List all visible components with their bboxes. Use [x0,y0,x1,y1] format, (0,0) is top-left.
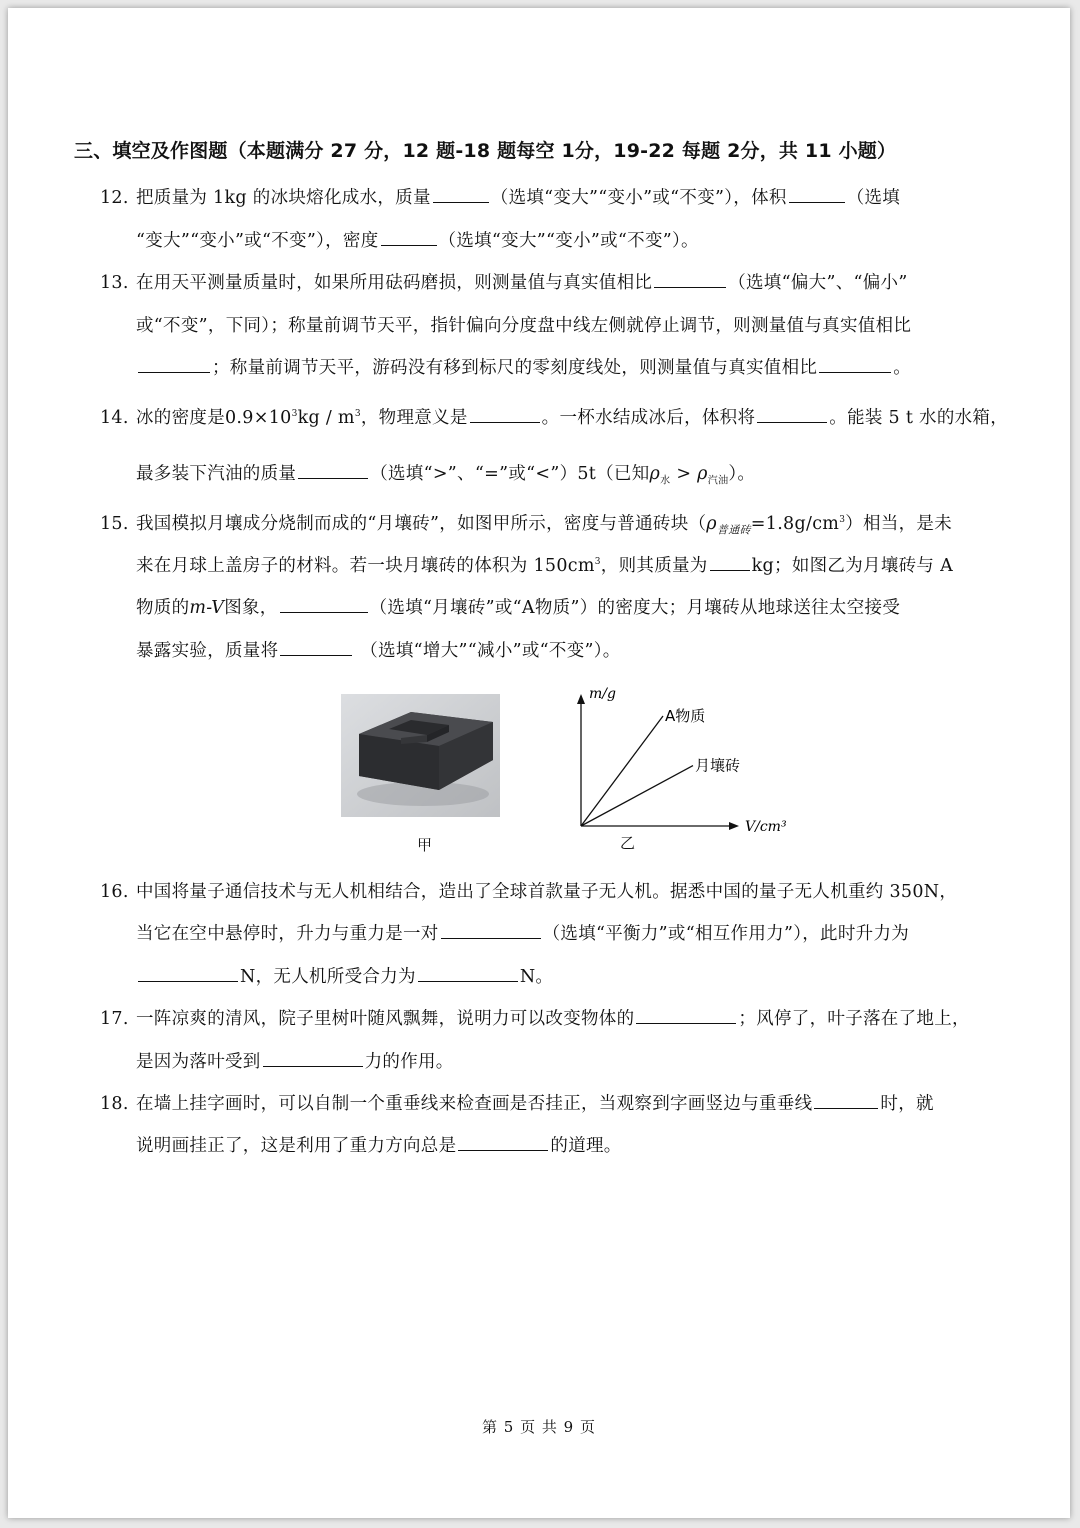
rho-symbol: ρ [697,464,708,484]
q15-blank-2[interactable] [280,611,368,613]
rho-water-subscript: 水 [660,475,671,487]
q14-text: 冰的密度是 [136,408,225,428]
q12-line-1 [100,184,900,209]
q14-text: 。能装 5 t 水的水箱， [829,408,1009,428]
ice-density-value: $0.9\times 10^3kg / m^3$ [225,408,361,428]
x-axis-arrow [729,822,739,830]
q13-text: 在用天平测量质量时，如果所用砝码磨损，则测量值与真实值相比 [136,273,653,293]
q17-line-2 [136,1048,454,1073]
q12-line-2 [136,227,699,252]
q14-text: （选填“>”、“=”或“<”）5t（已知 [370,464,650,484]
q18-number: 18. [100,1094,129,1114]
q17-text: 一阵凉爽的清风，院子里树叶随风飘舞，说明力可以改变物体的 [136,1009,635,1029]
q12-number: 12. [100,188,129,208]
q12-text: “变大”“变小”或“不变”），密度 [136,231,379,251]
q16-text: N，无人机所受合力为 [240,967,416,987]
figure-caption-yi: 乙 [620,834,636,852]
q18-line-1 [100,1090,934,1115]
y-axis-arrow [577,694,585,704]
lunar-brick-photo [341,694,500,817]
rho-symbol: ρ [649,464,661,484]
q13-blank-2[interactable] [138,371,210,373]
q12-text: （选填“变大”“变小”或“不变”），体积 [490,188,787,208]
q15-text: ）相当，是未 [845,514,953,534]
q15-blank-1[interactable] [710,569,750,571]
exam-page [8,8,1070,1518]
x-axis-label: V/cm³ [745,819,787,835]
series-line-0 [581,716,663,826]
q15-text: 物质的 [136,598,190,618]
q17-text: 是因为落叶受到 [136,1052,261,1072]
q18-text: 的道理。 [550,1136,622,1156]
q16-text: N。 [519,967,554,987]
q17-number: 17. [100,1009,129,1029]
series-line-1 [581,766,693,826]
q14-text: 最多装下汽油的质量 [136,464,297,484]
q13-line-3 [136,354,911,379]
q15-line-1 [100,510,952,538]
q15-text: （选填“增大”“减小”或“不变”）。 [360,641,621,661]
q12-blank-2[interactable] [789,201,845,203]
q15-number: 15. [100,514,129,534]
q17-line-1 [100,1005,970,1030]
q16-line-2 [136,920,909,945]
q14-text: ）。 [728,464,756,484]
q16-text: （选填“平衡力”或“相互作用力”），此时升力为 [542,924,910,944]
q15-text: 暴露实验，质量将 [136,641,279,661]
q17-text: 力的作用。 [364,1052,454,1072]
q14-text: ，物理意义是 [360,408,468,428]
series-label-1: 月壤砖 [695,756,741,775]
q14-line-2 [136,460,755,487]
q16-blank-2[interactable] [138,980,238,982]
q12-blank-1[interactable] [433,201,489,203]
q14-blank-1[interactable] [470,421,540,423]
q16-text: 中国将量子通信技术与无人机相结合，造出了全球首款量子无人机。据悉中国的量子无人机重约 350N， [136,882,958,902]
figure-caption-jia: 甲 [417,836,433,854]
q15-line-4 [136,637,621,662]
page-footer: 第 5 页 共 9 页 [482,1418,596,1436]
q14-number: 14. [100,408,129,428]
q16-number: 16. [100,882,129,902]
q12-text: （选填“变大”“变小”或“不变”）。 [438,231,699,251]
q13-text: （选填“偏大”、“偏小” [728,273,908,293]
q15-blank-3[interactable] [280,654,352,656]
q18-blank-2[interactable] [458,1149,548,1151]
ordinary-brick-density: $\rho_{普通砖}=1.8g/cm^3$ [706,514,846,537]
q14-blank-3[interactable] [298,477,368,479]
mv-chart [553,676,803,836]
q18-line-2 [136,1132,622,1157]
q15-text: 图象， [224,598,278,618]
section-title: 三、填空及作图题（本题满分 27 分，12 题-18 题每空 1分，19-22 每题 2分，共 11 小题） [74,140,897,162]
q15-line-2 [136,552,953,577]
q17-blank-1[interactable] [636,1022,736,1024]
q16-line-1 [100,878,957,903]
q18-text: 时，就 [880,1094,934,1114]
q17-text: ；风停了，叶子落在了地上， [738,1009,970,1029]
q15-text: ，则其质量为 [600,556,708,576]
q12-text: 把质量为 1kg 的冰块熔化成水，质量 [136,188,431,208]
q13-blank-1[interactable] [654,286,726,288]
q12-text: （选填 [846,188,901,208]
q18-text: 说明画挂正了，这是利用了重力方向总是 [136,1136,457,1156]
series-label-0: A物质 [665,707,706,725]
q15-text: kg；如图乙为月壤砖与 A [751,556,954,576]
q14-line-1 [100,404,1008,429]
q16-blank-3[interactable] [418,980,518,982]
q13-number: 13. [100,273,129,293]
q13-line-1 [100,269,908,294]
q18-text: 在墙上挂字画时，可以自制一个重垂线来检查画是否挂正，当观察到字画竖边与重垂线 [136,1094,813,1114]
q13-blank-3[interactable] [819,371,891,373]
q15-text: 我国模拟月壤成分烧制而成的“月壤砖”，如图甲所示，密度与普通砖块（ [136,514,707,534]
q13-line-2 [136,312,911,337]
q14-blank-2[interactable] [757,421,827,423]
q13-text: 或“不变”，下同）；称量前调节天平，指针偏向分度盘中线左侧就停止调节，则测量值与真实值相比 [136,316,912,336]
q13-text: ；称量前调节天平，游码没有移到标尺的零刻度线处，则测量值与真实值相比 [212,358,818,378]
q16-text: 当它在空中悬停时，升力与重力是一对 [136,924,439,944]
q16-blank-1[interactable] [441,937,541,939]
mv-label: m-V [189,598,225,618]
q14-text: 。一杯水结成冰后，体积将 [541,408,756,428]
q12-blank-3[interactable] [381,244,437,246]
q18-blank-1[interactable] [814,1107,878,1109]
q15-line-3 [136,594,900,619]
greater-than: > [676,464,692,484]
q15-exponent: 3 [594,557,601,568]
q13-text: 。 [893,358,912,378]
q15-text: （选填“月壤砖”或“A物质”）的密度大；月壤砖从地球送往太空接受 [369,598,901,618]
y-axis-label: m/g [589,686,616,702]
q16-line-3 [136,963,553,988]
rho-oil-subscript: 汽油 [707,475,729,487]
q17-blank-2[interactable] [263,1065,363,1067]
q15-text: 来在月球上盖房子的材料。若一块月壤砖的体积为 150cm [136,556,595,576]
